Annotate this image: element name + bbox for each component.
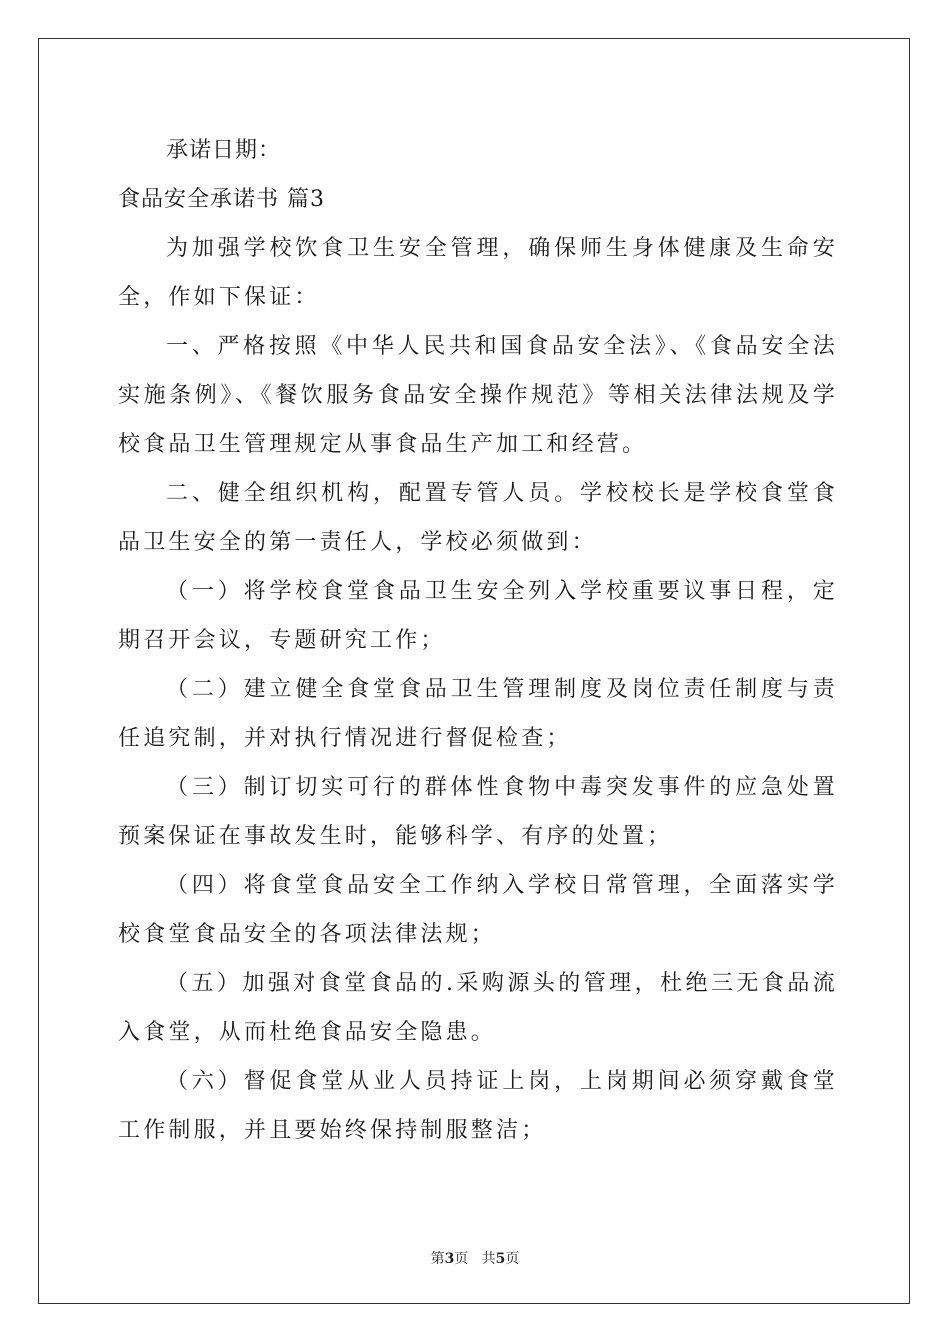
footer-total-pages: 5 [495,1251,506,1267]
section-heading: 食品安全承诺书 篇3 [118,187,325,212]
paragraph-sub-4: （四）将食堂食品安全工作纳入学校日常管理，全面落实学校食堂食品安全的各项法律法规； [118,873,838,947]
paragraph-item-2: 二、健全组织机构，配置专管人员。学校校长是学校食堂食品卫生安全的第一责任人，学校必须做到： [118,481,838,555]
paragraph-sub-6: （六）督促食堂从业人员持证上岗，上岗期间必须穿戴食堂工作制服，并且要始终保持制服整洁； [118,1069,838,1143]
paragraph-sub-3: （三）制订切实可行的群体性食物中毒突发事件的应急处置预案保证在事故发生时，能够科学、有序的处置； [118,775,838,849]
footer-total-suffix: 页 [505,1251,520,1267]
footer-total-prefix: 共 [481,1251,496,1267]
footer-current-page: 3 [444,1251,455,1267]
footer-prefix: 第 [430,1251,445,1267]
document-body [118,126,838,1155]
paragraph-sub-1: （一）将学校食堂食品卫生安全列入学校重要议事日程，定期召开会议，专题研究工作； [118,579,838,653]
paragraph-sub-2: （二）建立健全食堂食品卫生管理制度及岗位责任制度与责任追究制，并对执行情况进行督促检查； [118,677,838,751]
paragraph-intro: 为加强学校饮食卫生安全管理，确保师生身体健康及生命安全，作如下保证： [118,236,838,310]
footer-page-word: 页 [454,1251,469,1267]
paragraph-item-1: 一、严格按照《中华人民共和国食品安全法》、《食品安全法实施条例》、《餐饮服务食品安全操作规范》等相关法律法规及学校食品卫生管理规定从事食品生产加工和经营。 [118,334,838,457]
page-footer [0,1248,950,1268]
paragraph-sub-5: （五）加强对食堂食品的.采购源头的管理，杜绝三无食品流入食堂，从而杜绝食品安全隐患。 [118,971,838,1045]
commitment-date-label: 承诺日期： [166,138,282,163]
